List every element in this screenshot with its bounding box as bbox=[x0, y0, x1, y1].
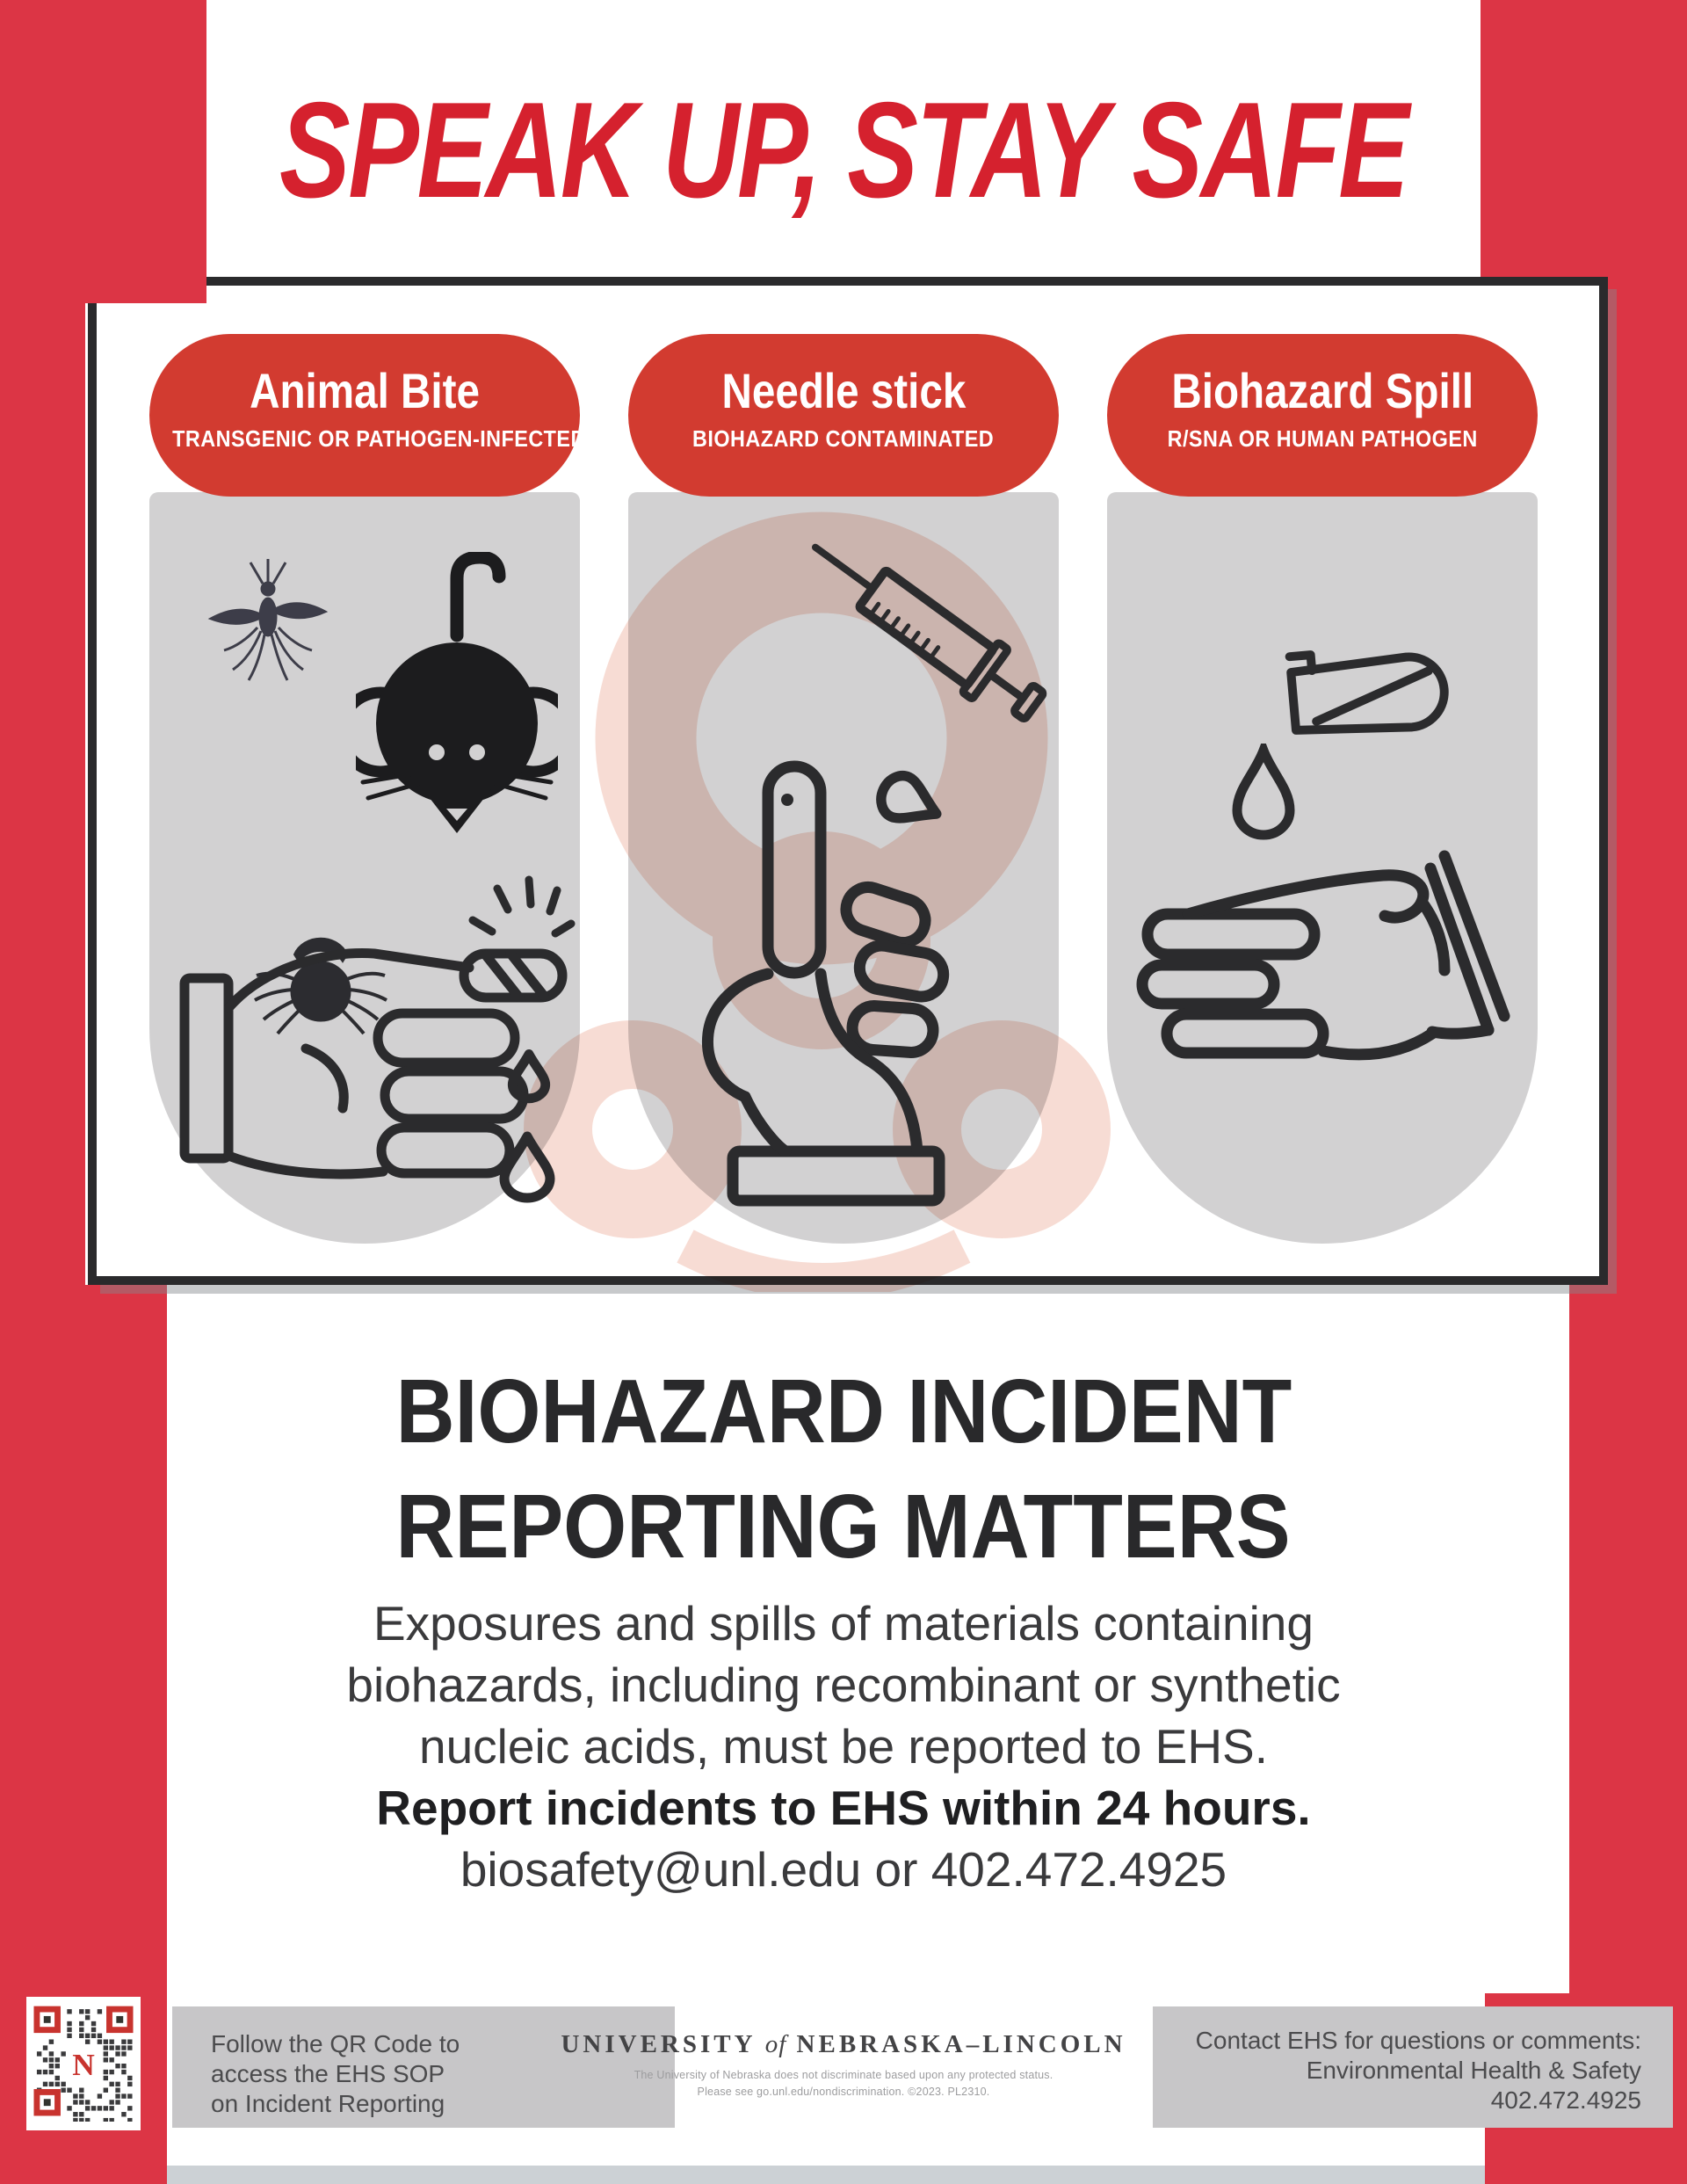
qr-card bbox=[26, 1997, 141, 2130]
qr-center-letter: N bbox=[72, 2046, 95, 2082]
nondiscrimination-disclaimer bbox=[492, 2067, 1195, 2101]
body-line-1: Exposures and spills of materials containing bbox=[373, 1596, 1314, 1651]
university-part-3: NEBRASKA–LINCOLN bbox=[796, 2030, 1126, 2058]
blood-drop-icon bbox=[874, 770, 945, 834]
qr-code-icon bbox=[26, 1997, 141, 2130]
blood-drops-icon bbox=[504, 1054, 550, 1198]
report-deadline-line: Report incidents to EHS within 24 hours. bbox=[376, 1781, 1311, 1835]
ehs-contact-line-1: Contact EHS for questions or comments: bbox=[1195, 2027, 1641, 2054]
needle-stick-header bbox=[628, 334, 1059, 497]
body-line-2: biohazards, including recombinant or synthetic bbox=[346, 1658, 1341, 1712]
mosquito-icon bbox=[206, 554, 329, 699]
pricked-finger-hand-icon bbox=[687, 754, 977, 1211]
heading-line-2: REPORTING MATTERS bbox=[396, 1476, 1291, 1577]
ehs-contact-line-2: Environmental Health & Safety bbox=[1306, 2057, 1641, 2084]
qr-note-line-1: Follow the QR Code to bbox=[211, 2030, 460, 2057]
heading-line-1: BIOHAZARD INCIDENT bbox=[395, 1360, 1292, 1462]
mouse-icon bbox=[356, 552, 558, 851]
bottom-edge-strip bbox=[167, 2166, 1687, 2184]
main-heading bbox=[0, 1353, 1687, 1584]
spark-burst-icon bbox=[473, 880, 571, 933]
university-wordmark bbox=[492, 2030, 1195, 2059]
biohazard-spill-title: Biohazard Spill bbox=[1171, 363, 1473, 418]
open-hand-icon bbox=[1135, 816, 1513, 1114]
body-paragraph bbox=[0, 1593, 1687, 1900]
contact-line: biosafety@unl.edu or 402.472.4925 bbox=[460, 1842, 1227, 1897]
poster-title: SPEAK UP, STAY SAFE bbox=[279, 74, 1408, 226]
animal-bite-header bbox=[149, 334, 586, 497]
university-part-1: UNIVERSITY bbox=[561, 2030, 756, 2058]
needle-stick-subtitle: BIOHAZARD CONTAMINATED bbox=[692, 425, 995, 452]
animal-bite-subtitle: TRANSGENIC OR PATHOGEN-INFECTED bbox=[172, 425, 586, 452]
qr-note-line-2: access the EHS SOP bbox=[211, 2060, 445, 2087]
biohazard-spill-subtitle: R/SNA OR HUMAN PATHOGEN bbox=[1167, 425, 1478, 452]
biohazard-spill-header bbox=[1107, 334, 1538, 497]
disclaimer-line-2: Please see go.unl.edu/nondiscrimination. ©2023. PL2310. bbox=[697, 2086, 990, 2098]
qr-note-line-3: on Incident Reporting bbox=[211, 2090, 445, 2117]
syringe-icon bbox=[782, 519, 1072, 738]
body-line-3: nucleic acids, must be reported to EHS. bbox=[418, 1719, 1269, 1774]
injured-finger-hand-icon bbox=[174, 866, 580, 1222]
animal-bite-title: Animal Bite bbox=[250, 363, 480, 418]
top-right-red-block bbox=[1481, 0, 1687, 277]
university-part-2: of bbox=[764, 2030, 787, 2058]
needle-stick-title: Needle stick bbox=[721, 363, 966, 418]
ehs-contact-banner bbox=[1153, 2006, 1673, 2128]
top-left-red-block bbox=[0, 0, 206, 303]
test-tube-icon bbox=[1258, 640, 1469, 754]
disclaimer-line-1: The University of Nebraska does not discriminate based upon any protected status. bbox=[634, 2069, 1053, 2081]
ehs-contact-line-3: 402.472.4925 bbox=[1490, 2086, 1641, 2114]
